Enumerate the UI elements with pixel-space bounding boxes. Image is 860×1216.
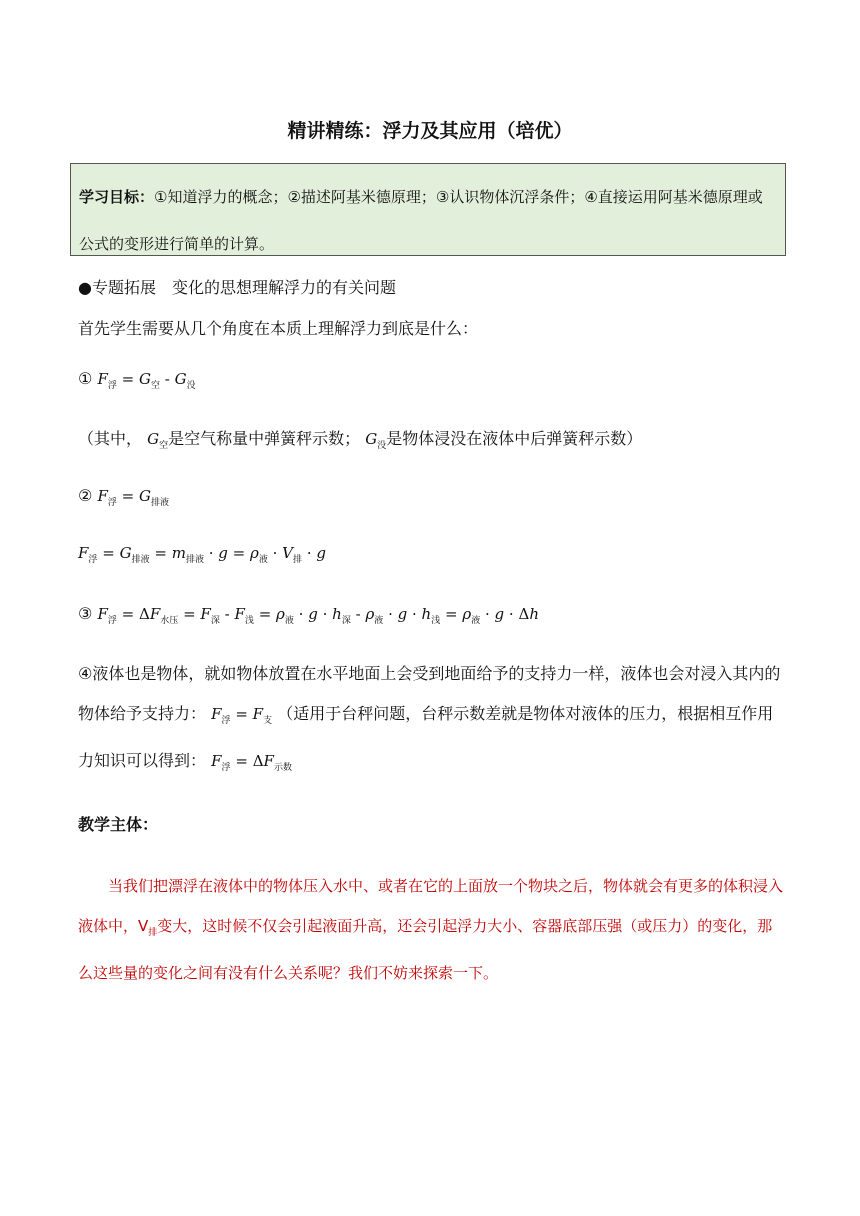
formula-2b-expr: $F_浮 = G_{排液} = m_{排液} \cdot g = \rho_液 \cdot V_排 \cdot g$ — [78, 544, 326, 565]
goals-label: 学习目标： — [79, 188, 155, 206]
body-heading: 教学主体： — [78, 815, 159, 834]
formula-3 — [78, 604, 539, 626]
formula-4b: $F_浮 = \Delta F_{示数}$ — [211, 752, 292, 773]
page-title: 精讲精练：浮力及其应用（培优） — [287, 120, 573, 142]
goals-text: ①知道浮力的概念；②描述阿基米德原理；③认识物体沉浮条件；④直接运用阿基米德原理或公式的变形进行简单的计算。 — [79, 188, 763, 253]
formula-note: （其中， $G_空$是空气称量中弹簧秤示数； $G_没$是物体浸没在液体中后弹簧秤示数） — [78, 429, 643, 451]
formula-4a: $F_浮 = F_支$ — [211, 705, 273, 726]
formula-3-marker: ③ — [78, 604, 93, 623]
formula-1-expr: $F_浮 = G_空 - G_没$ — [97, 370, 196, 391]
formula-2b — [78, 543, 326, 565]
body-paragraph: 当我们把漂浮在液体中的物体压入水中、或者在它的上面放一个物块之后，物体就会有更多的体积浸入液体中，$V_排$变大，这时候不仅会引起液面升高，还会引起浮力大小、容器底部压强（或压力）的变化，那么这些量的变化之间有没有什么关系呢？我们不妨来探索一下。 — [78, 877, 784, 982]
formula-1 — [78, 369, 196, 391]
intro-line: 首先学生需要从几个角度在本质上理解浮力到底是什么： — [78, 319, 479, 338]
paragraph-4: ④液体也是物体，就如物体放置在水平地面上会受到地面给予的支持力一样，液体也会对浸入其内的物体给予支持力： $F_浮 = F_支$ （适用于台秤问题，台秤示数差就是物体对液体的压力，根据相互作用力知识可以得到： $F_浮 = \Delta F_{示数}$ — [78, 664, 781, 773]
formula-3-expr: $F_浮 = \Delta F_{水压} = F_深 - F_浅 = \rho_液 \cdot g \cdot h_深 - \rho_液 \cdot g \cdot h_浅 = \rho_液 \cdot g \cdot \Delta h$ — [97, 605, 539, 626]
formula-1-marker: ① — [78, 369, 93, 388]
formula-2-expr: $F_浮 = G_{排液}$ — [97, 487, 170, 508]
formula-2-marker: ② — [78, 486, 93, 505]
topic-line: ●专题拓展 变化的思想理解浮力的有关问题 — [78, 278, 396, 297]
formula-2 — [78, 486, 169, 508]
learning-goals-box — [70, 163, 786, 256]
